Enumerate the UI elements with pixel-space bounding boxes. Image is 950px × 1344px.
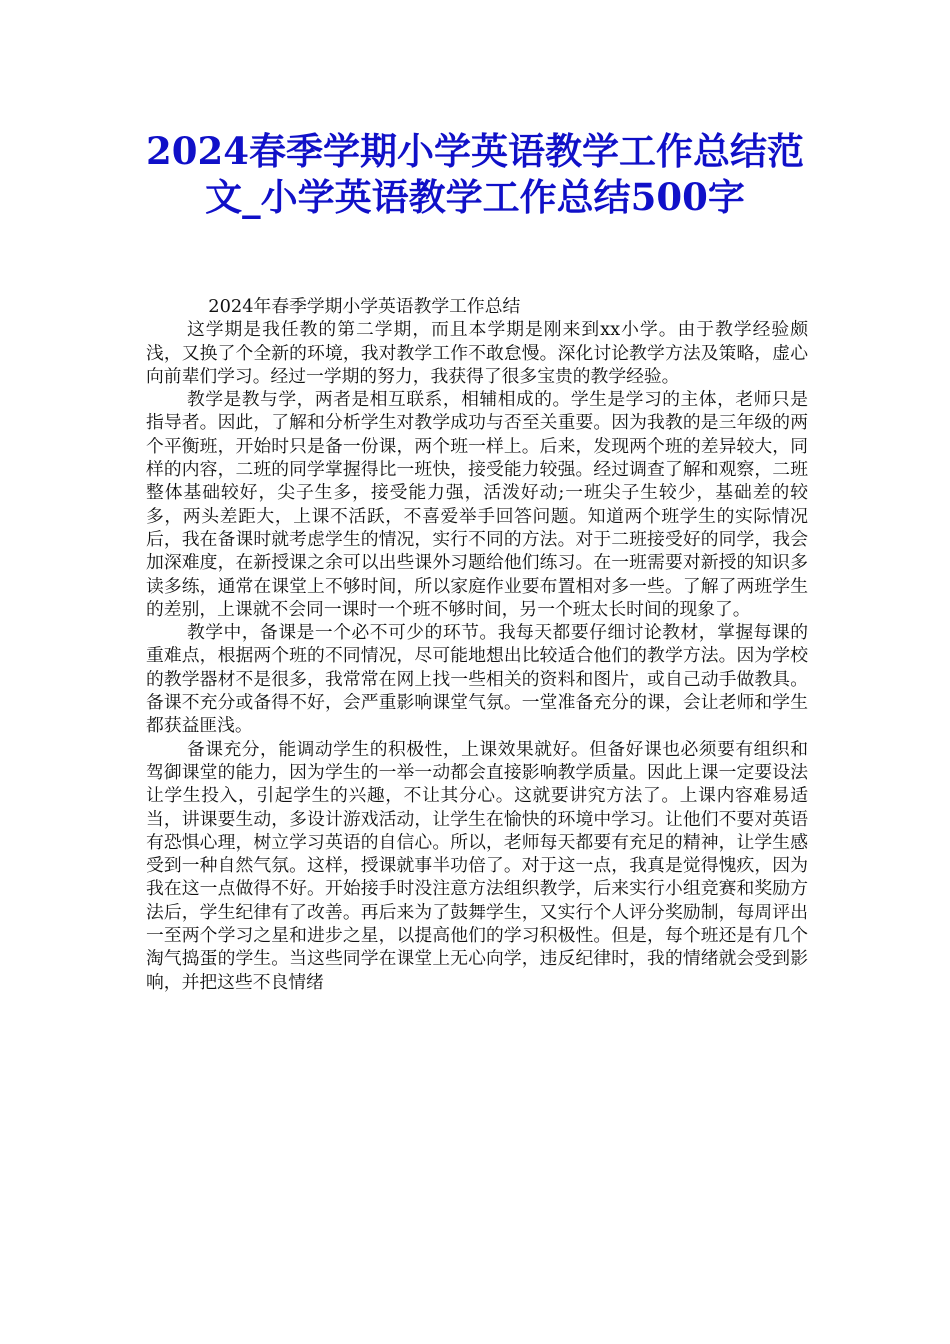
document-body xyxy=(146,295,808,994)
paragraph: 这学期是我任教的第二学期，而且本学期是刚来到xx小学。由于教学经验颇浅，又换了个全新的环境，我对教学工作不敢怠慢。深化讨论教学方法及策略，虚心向前辈们学习。经过一学期的努力，我获得了很多宝贵的教学经验。 xyxy=(146,319,808,387)
paragraph: 教学是教与学，两者是相互联系，相辅相成的。学生是学习的主体，老师只是指导者。因此，了解和分析学生对教学成功与否至关重要。因为我教的是三年级的两个平衡班，开始时只是备一份课，两个班一样上。后来，发现两个班的差异较大，同样的内容，二班的同学掌握得比一班快，接受能力较强。经过调查了解和观察，二班整体基础较好，尖子生多，接受能力强，活泼好动;一班尖子生较少，基础差的较多，两头差距大，上课不活跃，不喜爱举手回答问题。知道两个班学生的实际情况后，我在备课时就考虑学生的情况，实行不同的方法。对于二班接受好的同学，我会加深难度，在新授课之余可以出些课外习题给他们练习。在一班需要对新授的知识多读多练，通常在课堂上不够时间，所以家庭作业要布置相对多一些。了解了两班学生的差别，上课就不会同一课时一个班不够时间，另一个班太长时间的现象了。 xyxy=(146,389,808,620)
document-title: 2024春季学期小学英语教学工作总结范文_小学英语教学工作总结500字 xyxy=(146,129,804,219)
paragraph: 备课充分，能调动学生的积极性，上课效果就好。但备好课也必须要有组织和驾御课堂的能力，因为学生的一举一动都会直接影响教学质量。因此上课一定要设法让学生投入，引起学生的兴趣，不让其分心。这就要讲究方法了。上课内容难易适当，讲课要生动，多设计游戏活动，让学生在愉快的环境中学习。让他们不要对英语有恐惧心理，树立学习英语的自信心。所以，老师每天都要有充足的精神，让学生感受到一种自然气氛。这样，授课就事半功倍了。对于这一点，我真是觉得愧疚，因为我在这一点做得不好。开始接手时没注意方法组织教学，后来实行小组竞赛和奖励方法后，学生纪律有了改善。再后来为了鼓舞学生，又实行个人评分奖励制，每周评出一至两个学习之星和进步之星，以提高他们的学习积极性。但是，每个班还是有几个淘气捣蛋的学生。当这些同学在课堂上无心向学，违反纪律时，我的情绪就会受到影响，并把这些不良情绪 xyxy=(146,738,808,993)
document-subtitle: 2024年春季学期小学英语教学工作总结 xyxy=(208,296,521,317)
paragraph: 教学中，备课是一个必不可少的环节。我每天都要仔细讨论教材，掌握每课的重难点，根据两个班的不同情况，尽可能地想出比较适合他们的教学方法。因为学校的教学器材不是很多，我常常在网上找一些相关的资料和图片，或自己动手做教具。备课不充分或备得不好，会严重影响课堂气氛。一堂准备充分的课，会让老师和学生都获益匪浅。 xyxy=(146,622,808,737)
